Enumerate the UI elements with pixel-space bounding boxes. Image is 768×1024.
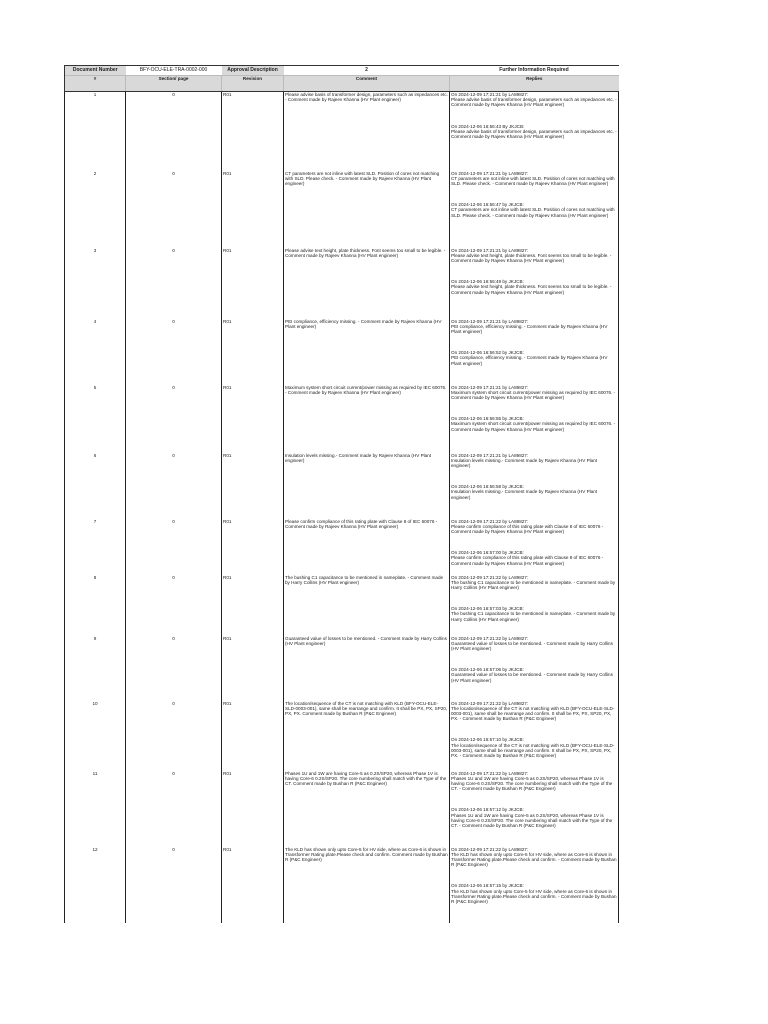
row-number: 10 (65, 701, 126, 771)
row-number: 6 (65, 453, 126, 519)
reply-body: The location/sequence of the CT is not matching with KLD (BFY-OCU-ELE-SLD-0003-001), same shall be rearrange and confirm. It shall be PX, PX, SP20, PX, PX. - Comment made by Bushan R (P&C Engineer) (451, 705, 615, 722)
comment-table (64, 65, 619, 923)
table-row (65, 385, 619, 453)
row-comment: The location/sequence of the CT is not matching with KLD (BFY-OCU-ELE-SLD-0003-001), same shall be rearrange and confirm. It shall be PX, PX, SP20, PX, PX. Comment made by Bushan R (P&C Engineer) (284, 701, 450, 771)
reply-header: On 2024-12-06 16:57:10 by JKJCB: (451, 737, 524, 743)
reply-body: PEI compliance, efficiency missing. - Comment made by Rajeev Khanna (HV Plant engineer) (451, 355, 608, 366)
row-revision: R01 (223, 518, 232, 524)
reply-header: On 2024-12-09 17:21:22 by LA89827: (451, 846, 529, 852)
row-replies (450, 847, 619, 923)
row-comment: Please confirm compliance of this rating plate with Clause 8 of IEC 60076 - Comment made by Rajeev Khanna (HV Plant engineer) (284, 519, 450, 575)
reply-header: On 2024-12-06 16:57:03 by JKJCB: (451, 606, 524, 612)
row-number: 5 (65, 385, 126, 453)
reply-header: On 2024-12-06 16:57:00 by JKJCB: (451, 550, 524, 556)
column-header-row (65, 76, 619, 92)
reply-body: Phases 1U and 1W are having Core-5 as 0.2S/SP20, whereas Phase 1V is having Core-6 0.2S/SP20. The core numbering shall match with the Type of the CT. - Comment made by Bushan R (P&C Engineer) (451, 812, 613, 828)
row-revision: R01 (223, 574, 232, 580)
col-header-section: Section/ page (126, 76, 222, 92)
row-replies (450, 171, 619, 248)
reply-body: Please advise basis of transformer design, parameters such as impedances etc. - Comment made by Rajeev Khanna (HV Plant engineer) (451, 97, 617, 108)
row-replies (450, 319, 619, 385)
table-row (65, 575, 619, 636)
reply-body: Please confirm compliance of this rating plate with Clause 8 of IEC 60076 - Comment made by Rajeev Khanna (HV Plant engineer) (451, 523, 604, 534)
reply-header: On 2024-12-09 17:21:21 by LA89827: (451, 247, 529, 253)
row-revision: R01 (223, 247, 232, 253)
row-section: 0 (126, 453, 222, 519)
row-comment: Maximum system short circuit current/power missing as required by IEC 60076. - Comment made by Rajeev Khanna (HV Plant engineer) (284, 385, 450, 453)
reply-header: On 2024-12-09 17:21:21 by LA89827: (451, 384, 529, 390)
reply-body: Phases 1U and 1W are having Core-5 as 0.2S/SP20, whereas Phase 1V is having Core-6 0.2S/SP20. The core numbering shall match with the Type of the CT. - Comment made by Bushan R (P&C Engineer) (451, 775, 613, 792)
row-comment: Please advise text height, plate thickness. Font seems too small to be legible. - Comment made by Rajeev Khanna (HV Plant engineer) (284, 248, 450, 319)
reply-body: The KLD has shown only upto Core-5 for HV side, where as Core-6 is shown in Transformer Rating plate.Please check and confirm. - Comment made by Bushan R (P&C Engineer) (451, 888, 617, 904)
row-number: 11 (65, 771, 126, 847)
reply-body: PEI compliance, efficiency missing. - Comment made by Rajeev Khanna (HV Plant engineer) (451, 323, 608, 334)
reply-header: On 2024-12-06 16:57:12 by JKJCB: (451, 807, 524, 813)
row-number: 3 (65, 248, 126, 319)
col-header-number: # (65, 76, 126, 92)
row-section: 0 (126, 519, 222, 575)
reply-header: On 2024-12-09 17:21:21 by LA89827: (451, 452, 529, 458)
row-section: 0 (126, 636, 222, 701)
row-section: 0 (126, 319, 222, 385)
reply-header: On 2024-12-09 17:21:22 by LA89827: (451, 700, 529, 706)
reply-body: Guaranteed value of losses to be mentioned. - Comment made by Harry Collins (HV Plant engineer) (451, 672, 613, 683)
row-revision: R01 (223, 92, 232, 97)
reply-body: The KLD has shown only upto Core-5 for HV side, where as Core-6 is shown in Transformer Rating plate.Please check and confirm. - Comment made by Bushan R (P&C Engineer) (451, 851, 617, 868)
row-revision: R01 (223, 700, 232, 706)
row-comment: Guaranteed value of losses to be mentioned. - Comment made by Harry Collins (HV Plant engineer) (284, 636, 450, 701)
row-number: 7 (65, 519, 126, 575)
reply-header: On 2024-12-09 17:21:21 by LA89827: (451, 318, 529, 324)
row-comment: The KLD has shown only upto Core-5 for HV side, where as Core-6 is shown in Transformer Rating plate.Please check and confirm. Comment made by Bushan R (P&C Engineer) (284, 847, 450, 923)
col-header-comment: Comment (284, 76, 450, 92)
col-header-revision: Revision (222, 76, 284, 92)
row-comment: The bushing C1 capacitance to be mentioned in nameplate. - Comment made by Harry Collins (HV Plant engineer) (284, 575, 450, 636)
row-comment: Phases 1U and 1W are having Core-5 as 0.2S/SP20, whereas Phase 1V is having Core-6 0.2S/SP20. The core numbering shall match with the Type of the CT. Comment made by Bushan R (P&C Engineer) (284, 771, 450, 847)
reply-header: On 2024-12-09 17:21:22 by LA89827: (451, 574, 529, 580)
reply-header: On 2024-12-06 16:56:49 by JKJCB: (451, 279, 524, 285)
row-section: 0 (126, 171, 222, 248)
comment-rows (65, 92, 619, 923)
row-replies (450, 385, 619, 453)
further-info-label: Further Information Required (450, 66, 619, 76)
reply-body: Insulation levels missing.- Comment made by Rajeev Khanna (HV Plant engineer) (451, 489, 598, 500)
row-section: 0 (126, 248, 222, 319)
reply-header: On 2024-12-06 16:56:43 By JKJCB: (451, 123, 525, 129)
reply-body: CT parameters are not inline with latest SLD. Position of cores not matching with SLD. Please check. - Comment made by Rajeev Khanna (HV Plant engineer) (451, 207, 615, 218)
reply-header: On 2024-12-09 17:21:22 by LA89827: (451, 518, 529, 524)
table-row (65, 519, 619, 575)
row-number: 9 (65, 636, 126, 701)
row-number: 4 (65, 319, 126, 385)
row-section: 0 (126, 575, 222, 636)
table-row (65, 771, 619, 847)
table-row (65, 847, 619, 923)
row-number: 8 (65, 575, 126, 636)
reply-body: Maximum system short circuit current/power missing as required by IEC 60076. - Comment made by Rajeev Khanna (HV Plant engineer) (451, 421, 616, 432)
reply-body: The bushing C1 capacitance to be mentioned in nameplate. - Comment made by Harry Collins (HV Plant engineer) (451, 611, 616, 622)
reply-header: On 2024-12-09 17:21:22 by LA89827: (451, 635, 529, 641)
reply-header: On 2024-12-06 16:56:47 by JKJCB: (451, 202, 524, 208)
table-row (65, 636, 619, 701)
row-comment: Please advise basis of transformer design, parameters such as impedances etc. - Comment made by Rajeev Khanna (HV Plant engineer) (284, 92, 450, 171)
reply-body: Please advise basis of transformer design, parameters such as impedances etc. - Comment made by Rajeev Khanna (HV Plant engineer) (451, 128, 617, 140)
table-row (65, 453, 619, 519)
row-revision: R01 (223, 452, 232, 458)
reply-body: Please advise text height, plate thickness. Font seems too small to be legible. - Comment made by Rajeev Khanna (HV Plant engineer) (451, 252, 612, 263)
reply-header: On 2024-12-06 16:56:58 by JKJCB: (451, 484, 524, 490)
row-revision: R01 (223, 635, 232, 641)
col-header-replies: Replies (450, 76, 619, 92)
row-section: 0 (126, 847, 222, 923)
reply-body: The bushing C1 capacitance to be mentioned in nameplate. - Comment made by Harry Collins (HV Plant engineer) (451, 579, 616, 590)
reply-body: CT parameters are not inline with latest SLD. Position of cores not matching with SLD. Please check. - Comment made by Rajeev Khanna (HV Plant engineer) (451, 175, 615, 186)
comment-sheet (64, 65, 618, 923)
reply-body: The location/sequence of the CT is not matching with KLD (BFY-OCU-ELE-SLD-0003-001), same shall be rearrange and confirm. It shall be PX, PX, SP20, PX, PX. - Comment made by Bushan R (P&C Engineer) (451, 742, 615, 758)
row-revision: R01 (223, 770, 232, 776)
table-row (65, 248, 619, 319)
approval-description-label: Approval Description (222, 66, 284, 76)
row-number: 12 (65, 847, 126, 923)
row-replies (450, 636, 619, 701)
row-section: 0 (126, 385, 222, 453)
row-replies (450, 575, 619, 636)
row-section: 0 (126, 771, 222, 847)
reply-header: On 2024-12-06 16:56:52 by JKJCB: (451, 350, 524, 356)
reply-header: On 2024-12-06 16:56:55 by JKJCB: (451, 416, 524, 422)
document-number-value: BFY-OCU-ELE-TRA-0002-000 (126, 66, 222, 76)
row-revision: R01 (223, 170, 232, 176)
row-number: 1 (65, 92, 126, 171)
row-replies (450, 701, 619, 771)
table-row (65, 171, 619, 248)
row-replies (450, 248, 619, 319)
reply-header: On 2024-12-06 16:57:06 by JKJCB: (451, 667, 524, 673)
reply-header: On 2024-12-09 17:21:22 by LA89827: (451, 770, 529, 776)
row-comment: PEI compliance, efficiency missing. - Comment made by Rajeev Khanna (HV Plant engineer) (284, 319, 450, 385)
row-replies (450, 453, 619, 519)
row-replies (450, 771, 619, 847)
row-section: 0 (126, 701, 222, 771)
row-revision: R01 (223, 318, 232, 324)
row-revision: R01 (223, 384, 232, 390)
reply-header: On 2024-12-09 17:21:21 by LA89827: (451, 92, 529, 97)
reply-body: Maximum system short circuit current/power missing as required by IEC 60076. - Comment made by Rajeev Khanna (HV Plant engineer) (451, 389, 616, 400)
table-row (65, 92, 619, 171)
reply-body: Insulation levels missing.- Comment made by Rajeev Khanna (HV Plant engineer) (451, 457, 598, 468)
row-comment: CT parameters are not inline with latest SLD. Position of cores not matching with SLD. Please check. - Comment made by Rajeev Khanna (HV Plant engineer) (284, 171, 450, 248)
row-replies (450, 519, 619, 575)
row-section: 0 (126, 92, 222, 171)
row-replies (450, 92, 619, 171)
reply-body: Please advise text height, plate thickness. Font seems too small to be legible. - Comment made by Rajeev Khanna (HV Plant engineer) (451, 284, 612, 295)
reply-header: On 2024-12-06 16:57:15 by JKJCB: (451, 883, 524, 889)
reply-body: Guaranteed value of losses to be mentioned. - Comment made by Harry Collins (HV Plant engineer) (451, 640, 613, 651)
row-number: 2 (65, 171, 126, 248)
row-comment: Insulation levels missing.- Comment made by Rajeev Khanna (HV Plant engineer) (284, 453, 450, 519)
row-revision: R01 (223, 846, 232, 852)
document-info-row (65, 66, 619, 76)
reply-body: Please confirm compliance of this rating plate with Clause 8 of IEC 60076 - Comment made by Rajeev Khanna (HV Plant engineer) (451, 555, 604, 566)
document-number-label: Document Number (65, 66, 126, 76)
table-row (65, 701, 619, 771)
reply-header: On 2024-12-09 17:21:21 by LA89827: (451, 170, 529, 176)
table-row (65, 319, 619, 385)
approval-value: 2 (284, 66, 450, 76)
